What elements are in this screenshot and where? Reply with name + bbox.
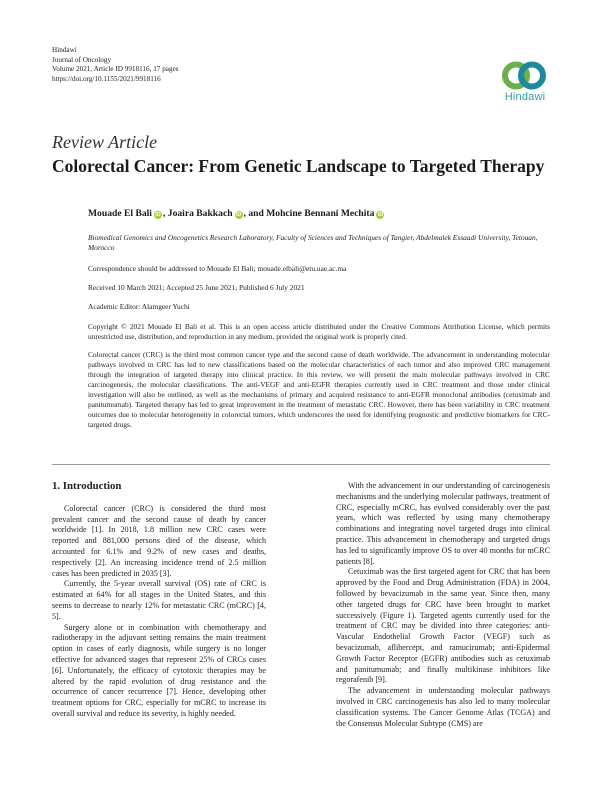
- author-name[interactable]: Mohcine Bennani Mechita: [266, 208, 375, 219]
- correspondence: Correspondence should be addressed to Mouade El Bali; mouade.elbali@etu.uae.ac.ma: [88, 264, 347, 273]
- author-separator: , and: [243, 208, 267, 219]
- divider: [52, 464, 550, 465]
- academic-editor: Academic Editor: Alamgeer Yuchi: [88, 302, 190, 311]
- journal-metadata: [52, 46, 179, 84]
- author-name[interactable]: Joaira Bakkach: [167, 208, 233, 219]
- paragraph: Currently, the 5-year overall survival (OS) rate of CRC is estimated at 64% for all stages in the United States, and this seems to decrease to nearly 12% for metastatic CRC (mCRC) [4, 5].: [52, 579, 266, 621]
- orcid-icon[interactable]: iD: [155, 212, 161, 218]
- article-type: Review Article: [52, 132, 158, 152]
- paragraph: Surgery alone or in combination with chemotherapy and radiotherapy in the adjuvant setting remains the main treatment option in cases of early diagnosis, while surgery is no longer effective for advanced stages that represent 25% of CRCs cases [6]. Unfortunately, the efficacy of cytotoxic therapies may be altered by the rapid evolution of drug resistance and the occurrence of cancer recurrence [7]. Hence, developing other treatment options for CRC, especially for mCRC to increase its overall survival and reduce its severity, is highly needed.: [52, 622, 266, 718]
- doi-link[interactable]: https://doi.org/10.1155/2021/9918116: [52, 74, 161, 83]
- author-list: [88, 208, 385, 219]
- journal-name: Journal of Oncology: [52, 55, 112, 64]
- paragraph: The advancement in understanding molecular pathways involved in CRC carcinogenesis has also led to many molecular classification systems. The Cancer Genome Atlas (TCGA) and the Consensus Molecular Subtype (CMS) are: [336, 686, 550, 728]
- paragraph: With the advancement in our understanding of carcinogenesis mechanisms and the underlying molecular pathways, treatment of CRC, especially mCRC, has evolved considerably over the past years, which was reflected by using many chemotherapy combinations and integrating novel targeted drugs into clinical practice. This advancement in chemotherapy and targeted drugs has led to significantly improve OS to over 40 months for mCRC patients [8].: [336, 481, 550, 566]
- orcid-icon[interactable]: iD: [377, 212, 384, 218]
- paragraph: Cetuximab was the first targeted agent for CRC that has been approved by the Food and Drug Administration (FDA) in 2004, followed by bevacizumab in the same year. Since then, many other targeted drugs for CRC have been brought to market successively (Figure 1). Targeted agents currently used for the treatment of CRC may be divided into three categories: anti-Vascular Endothelial Growth Factor (VEGF) such as bevacizumab, aflibercept, and ramucirumab; anti-Epidermal Growth Factor Receptor (EGFR) antibodies such as cetuximab and panitumumab; and finally multikinase inhibitors like regorafenib [9].: [336, 567, 550, 685]
- author-name[interactable]: Mouade El Bali: [88, 208, 152, 219]
- author-separator: ,: [162, 208, 168, 219]
- body-column-right: [336, 481, 550, 729]
- logo-wordmark: Hindawi: [504, 91, 546, 103]
- section-heading: 1. Introduction: [52, 480, 122, 492]
- affiliation: Biomedical Genomics and Oncogenetics Research Laboratory, Faculty of Sciences and Techniques of Tangier, Abdelmalek Essaadi University, Tetouan, Morocco: [88, 233, 538, 252]
- body-column-left: [52, 481, 266, 720]
- volume-line: Volume 2021, Article ID 9918116, 17 pages: [52, 65, 179, 74]
- publication-dates: Received 10 March 2021; Accepted 25 June 2021; Published 6 July 2021: [88, 283, 305, 292]
- page-title: Colorectal Cancer: From Genetic Landscape to Targeted Therapy: [52, 156, 545, 176]
- publisher-name: Hindawi: [52, 46, 77, 54]
- paragraph: Colorectal cancer (CRC) is considered the third most prevalent cancer and the second cause of death by cancer worldwide [1]. In 2018, 1.8 million new CRC cases were reported and 881,000 persons died of the disease, which accounted for 6.1% and 9.2% of new cases and deaths, respectively [2]. An increasing incidence trend of 2.5 million cases has been predicted in 2035 [3].: [52, 503, 266, 578]
- orcid-icon[interactable]: iD: [235, 212, 242, 218]
- abstract: Colorectal cancer (CRC) is the third most common cancer type and the second cause of death worldwide. The advancement in understanding molecular pathways involved in CRC has led to new classifications based on the molecular characteristics of each tumor and also improved CRC management through the integration of targeted therapy into clinical practice. In this review, we will present the main molecular pathways involved in CRC carcinogenesis, the molecular classifications. The anti-VEGF and anti-EGFR therapies currently used in CRC treatment and those under clinical investigation will also be outlined, as well as the mechanisms of primary and acquired resistance to anti-EGFR monoclonal antibodies (cetuximab and panitumumab). Targeted therapy has led to great improvement in the treatment of metastatic CRC. However, there has been variability in CRC treatment outcomes due to molecular heterogeneity in colorectal tumors, which underscores the need for identifying prognostic and predictive biomarkers for CRC-targeted drugs.: [88, 350, 550, 429]
- copyright-notice: Copyright © 2021 Mouade El Bali et al. This is an open access article distributed under the Creative Commons Attribution License, which permits unrestricted use, distribution, and reproduction in any medium, provided the original work is properly cited.: [88, 322, 550, 341]
